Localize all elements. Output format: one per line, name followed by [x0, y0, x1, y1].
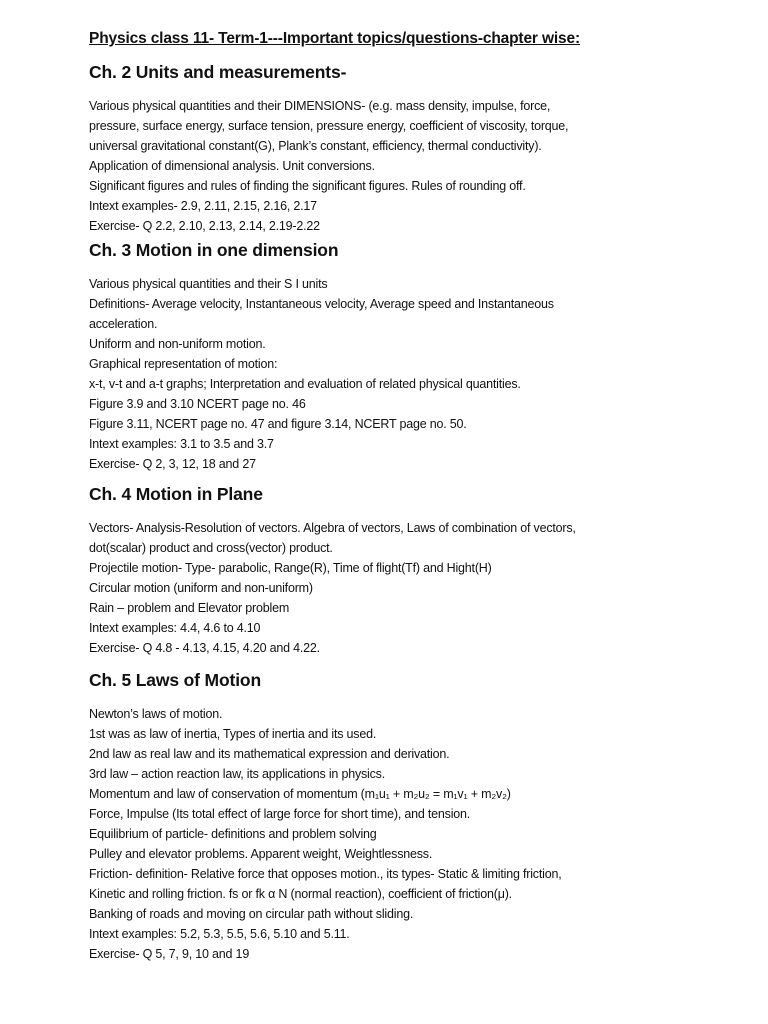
topic-line: Momentum and law of conservation of momentum (m₁u₁ + m₂u₂ = m₁v₁ + m₂v₂)	[89, 787, 511, 801]
topic-line: 3rd law – action reaction law, its applications in physics.	[89, 767, 385, 781]
topic-line: x-t, v-t and a-t graphs; Interpretation and evaluation of related physical quantities.	[89, 377, 521, 391]
topic-line: Intext examples: 3.1 to 3.5 and 3.7	[89, 437, 274, 451]
topic-line: Friction- definition- Relative force that opposes motion., its types- Static & limiting friction,	[89, 867, 562, 881]
topic-line: Projectile motion- Type- parabolic, Range(R), Time of flight(Tf) and Hight(H)	[89, 561, 492, 575]
topic-line: 1st was as law of inertia, Types of inertia and its used.	[89, 727, 377, 741]
topic-line: Intext examples: 5.2, 5.3, 5.5, 5.6, 5.10 and 5.11.	[89, 927, 350, 941]
topic-line: Application of dimensional analysis. Unit conversions.	[89, 159, 375, 173]
chapter-section	[89, 482, 728, 658]
chapter-heading: Ch. 3 Motion in one dimension	[89, 240, 339, 260]
topic-line: Definitions- Average velocity, Instantaneous velocity, Average speed and Instantaneous	[89, 297, 554, 311]
topic-line: Figure 3.9 and 3.10 NCERT page no. 46	[89, 397, 306, 411]
topic-line: Figure 3.11, NCERT page no. 47 and figure 3.14, NCERT page no. 50.	[89, 417, 467, 431]
topic-line: universal gravitational constant(G), Plank’s constant, efficiency, thermal conductivity).	[89, 139, 542, 153]
topic-line: pressure, surface energy, surface tension, pressure energy, coefficient of viscosity, torque,	[89, 119, 569, 133]
topic-line: Circular motion (uniform and non-uniform)	[89, 581, 313, 595]
topic-line: acceleration.	[89, 317, 158, 331]
chapter-section	[89, 60, 728, 236]
topic-line: Exercise- Q 2, 3, 12, 18 and 27	[89, 457, 256, 471]
chapter-topic-list	[89, 274, 728, 474]
topic-line: Exercise- Q 2.2, 2.10, 2.13, 2.14, 2.19-2.22	[89, 219, 320, 233]
chapter-heading: Ch. 5 Laws of Motion	[89, 670, 261, 690]
chapter-heading: Ch. 4 Motion in Plane	[89, 484, 263, 504]
chapter-topic-list	[89, 96, 728, 236]
topic-line: Banking of roads and moving on circular path without sliding.	[89, 907, 414, 921]
topic-line: Equilibrium of particle- definitions and problem solving	[89, 827, 377, 841]
topic-line: Significant figures and rules of finding the significant figures. Rules of rounding off.	[89, 179, 526, 193]
chapter-section	[89, 668, 728, 964]
document-title: Physics class 11- Term-1---Important topics/questions-chapter wise:	[89, 30, 580, 47]
topic-line: Rain – problem and Elevator problem	[89, 601, 290, 615]
topic-line: Exercise- Q 4.8 - 4.13, 4.15, 4.20 and 4.22.	[89, 641, 320, 655]
topic-line: Graphical representation of motion:	[89, 357, 278, 371]
topic-line: Various physical quantities and their DIMENSIONS- (e.g. mass density, impulse, force,	[89, 99, 551, 113]
topic-line: Exercise- Q 5, 7, 9, 10 and 19	[89, 947, 250, 961]
topic-line: Uniform and non-uniform motion.	[89, 337, 266, 351]
chapter-heading: Ch. 2 Units and measurements-	[89, 62, 347, 82]
topic-line: Intext examples: 4.4, 4.6 to 4.10	[89, 621, 261, 635]
topic-line: Kinetic and rolling friction. fs or fk α N (normal reaction), coefficient of friction(μ).	[89, 887, 512, 901]
topic-line: 2nd law as real law and its mathematical expression and derivation.	[89, 747, 450, 761]
topic-line: dot(scalar) product and cross(vector) product.	[89, 541, 333, 555]
topic-line: Various physical quantities and their S I units	[89, 277, 328, 291]
topic-line: Vectors- Analysis-Resolution of vectors. Algebra of vectors, Laws of combination of vectors,	[89, 521, 576, 535]
chapter-section	[89, 238, 728, 474]
topic-line: Intext examples- 2.9, 2.11, 2.15, 2.16, 2.17	[89, 199, 317, 213]
topic-line: Pulley and elevator problems. Apparent weight, Weightlessness.	[89, 847, 433, 861]
chapter-topic-list	[89, 704, 728, 964]
chapter-topic-list	[89, 518, 728, 658]
topic-line: Force, Impulse (Its total effect of large force for short time), and tension.	[89, 807, 471, 821]
topic-line: Newton’s laws of motion.	[89, 707, 223, 721]
